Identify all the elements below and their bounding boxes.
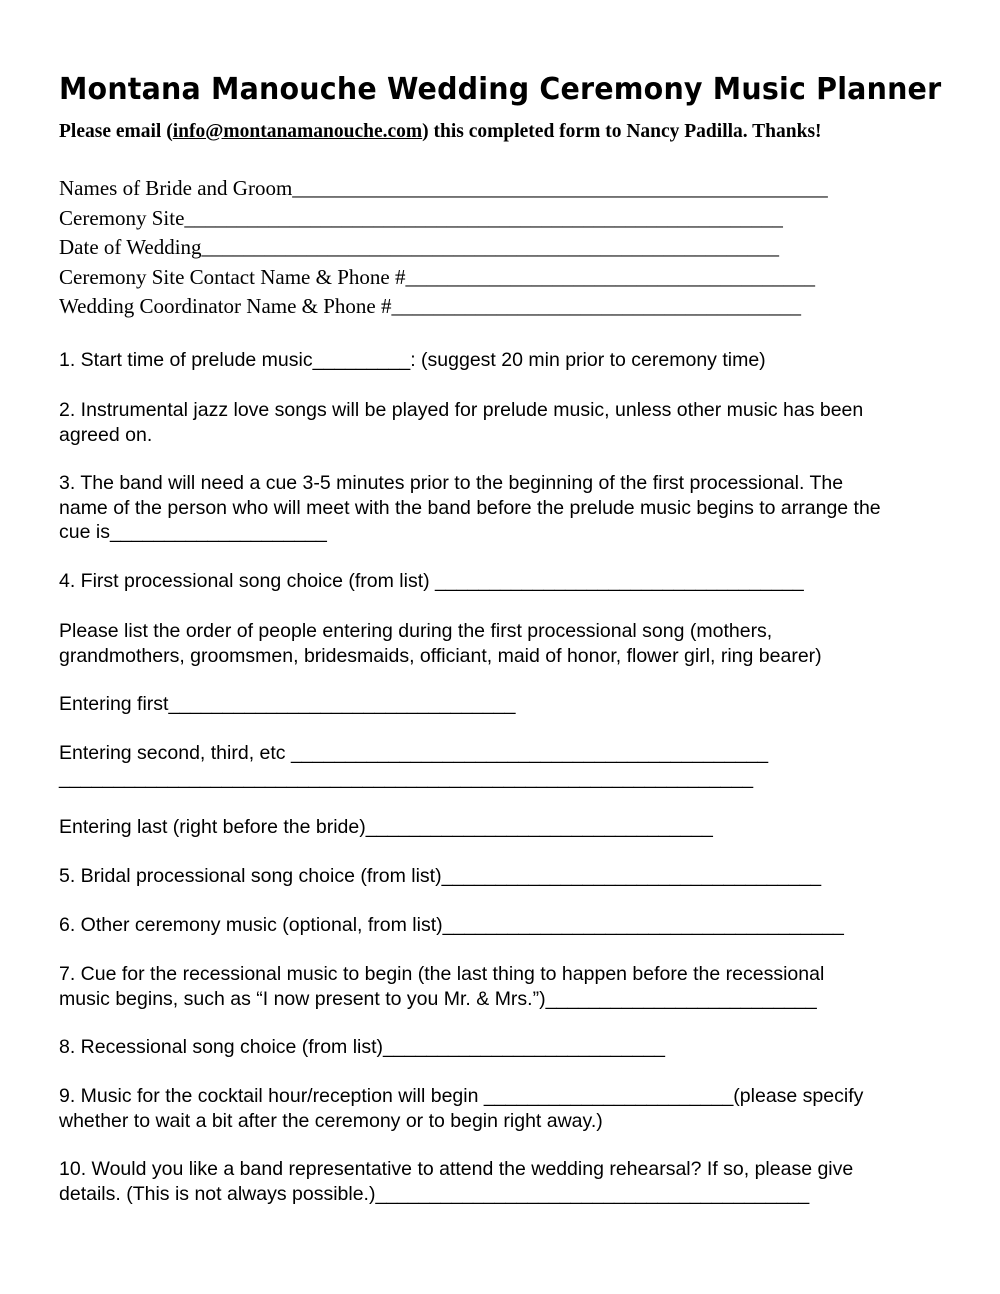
question-cocktail-hour bbox=[59, 1084, 959, 1133]
question-rehearsal bbox=[59, 1157, 959, 1206]
question-line: Please list the order of people entering during the first processional song (mothers, bbox=[59, 620, 773, 642]
question-line[interactable]: 5. Bridal processional song choice (from list)___________________________________ bbox=[59, 865, 822, 887]
question-line: 7. Cue for the recessional music to begin (the last thing to happen before the recessional bbox=[59, 963, 825, 985]
question-line: name of the person who will meet with the band before the prelude music begins to arrange the bbox=[59, 496, 881, 519]
bride-groom-names-field[interactable]: Names of Bride and Groom___________________________________________________ bbox=[59, 176, 828, 200]
question-band-cue bbox=[59, 471, 959, 545]
instruction-suffix: ) this completed form to Nancy Padilla. Thanks! bbox=[422, 121, 822, 142]
question-prelude-music bbox=[59, 398, 959, 447]
question-line: 2. Instrumental jazz love songs will be played for prelude music, unless other music has been bbox=[59, 399, 864, 421]
question-line[interactable]: 1. Start time of prelude music_________: (suggest 20 min prior to ceremony time) bbox=[59, 349, 766, 371]
question-other-music bbox=[59, 913, 959, 938]
page-title: Montana Manouche Wedding Ceremony Music Planner bbox=[59, 72, 942, 107]
coordinator-field[interactable]: Wedding Coordinator Name & Phone #_______________________________________ bbox=[59, 294, 802, 318]
instruction-prefix: Please email ( bbox=[59, 121, 173, 142]
wedding-info-fields bbox=[59, 174, 979, 322]
entering-first-field bbox=[59, 692, 959, 717]
question-line[interactable]: music begins, such as “I now present to you Mr. & Mrs.”)_________________________ bbox=[59, 987, 817, 1010]
entering-order-instructions bbox=[59, 619, 959, 668]
email-link[interactable]: info@montanamanouche.com bbox=[172, 121, 423, 142]
question-line: 10. Would you like a band representative to attend the wedding rehearsal? If so, please give bbox=[59, 1158, 854, 1180]
wedding-date-field[interactable]: Date of Wedding_______________________________________________________ bbox=[59, 235, 780, 259]
question-recessional-cue bbox=[59, 962, 959, 1011]
question-line[interactable]: Entering last (right before the bride)________________________________ bbox=[59, 816, 713, 838]
question-line[interactable]: 8. Recessional song choice (from list)__________________________ bbox=[59, 1036, 666, 1058]
question-line: 3. The band will need a cue 3-5 minutes prior to the beginning of the first processional. The bbox=[59, 472, 844, 494]
question-line[interactable]: Entering first________________________________ bbox=[59, 693, 516, 715]
ceremony-site-field[interactable]: Ceremony Site_________________________________________________________ bbox=[59, 205, 783, 230]
question-line[interactable]: ________________________________________________________________ bbox=[59, 766, 754, 789]
question-bridal-processional bbox=[59, 864, 959, 889]
question-line[interactable]: details. (This is not always possible.)________________________________________ bbox=[59, 1182, 810, 1205]
entering-last-field bbox=[59, 815, 959, 840]
email-instruction bbox=[59, 118, 979, 146]
question-line[interactable]: cue is____________________ bbox=[59, 521, 327, 543]
entering-second-field bbox=[59, 741, 959, 790]
question-line: grandmothers, groomsmen, bridesmaids, officiant, maid of honor, flower girl, ring bearer) bbox=[59, 644, 822, 667]
question-prelude-start bbox=[59, 348, 959, 373]
question-line[interactable]: 6. Other ceremony music (optional, from list)_____________________________________ bbox=[59, 914, 844, 936]
site-contact-field[interactable]: Ceremony Site Contact Name & Phone #_______________________________________ bbox=[59, 264, 815, 289]
question-line: whether to wait a bit after the ceremony or to begin right away.) bbox=[59, 1109, 603, 1132]
question-recessional-song bbox=[59, 1035, 959, 1060]
question-line[interactable]: 9. Music for the cocktail hour/reception will begin _______________________(please specify bbox=[59, 1085, 864, 1107]
question-line[interactable]: Entering second, third, etc ____________________________________________ bbox=[59, 742, 769, 764]
question-first-processional bbox=[59, 569, 959, 594]
question-line: agreed on. bbox=[59, 423, 153, 446]
question-line[interactable]: 4. First processional song choice (from list) __________________________________ bbox=[59, 570, 804, 592]
